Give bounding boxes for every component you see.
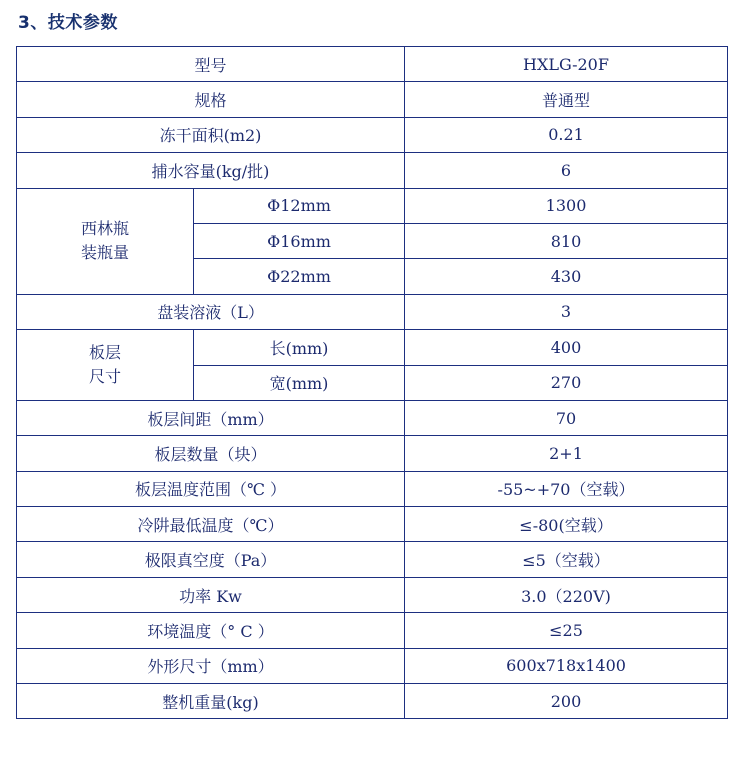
row-value: 70 <box>405 400 728 435</box>
spec-table <box>16 46 728 719</box>
row-value: ≤25 <box>405 613 728 648</box>
table-row <box>17 613 728 648</box>
row-label: 板层温度范围（℃ ） <box>17 471 405 506</box>
table-row <box>17 577 728 612</box>
row-label: 外形尺寸（mm） <box>17 648 405 683</box>
table-row <box>17 542 728 577</box>
row-label: 规格 <box>17 82 405 117</box>
table-row <box>17 436 728 471</box>
row-label: 板层数量（块） <box>17 436 405 471</box>
row-value: 200 <box>405 684 728 719</box>
table-row <box>17 471 728 506</box>
group-label-line: 装瓶量 <box>80 243 129 263</box>
sub-label: 长(mm) <box>194 330 405 365</box>
sub-label: Φ22mm <box>194 259 405 294</box>
group-label-shelf <box>17 330 194 401</box>
row-value: 6 <box>405 153 728 188</box>
row-label: 环境温度（° C ） <box>17 613 405 648</box>
table-row <box>17 153 728 188</box>
table-row <box>17 684 728 719</box>
table-row <box>17 507 728 542</box>
row-value: 810 <box>405 223 728 258</box>
group-label-line: 尺寸 <box>88 367 121 387</box>
row-label: 型号 <box>17 47 405 82</box>
row-value: 270 <box>405 365 728 400</box>
table-row <box>17 400 728 435</box>
group-label-line: 西林瓶 <box>80 219 129 239</box>
table-row <box>17 648 728 683</box>
row-value: 2+1 <box>405 436 728 471</box>
row-label: 冻干面积(m2) <box>17 117 405 152</box>
row-value: 430 <box>405 259 728 294</box>
table-row <box>17 47 728 82</box>
group-label-line: 板层 <box>88 343 121 363</box>
sub-label: Φ12mm <box>194 188 405 223</box>
table-row <box>17 82 728 117</box>
row-label: 功率 Kw <box>17 577 405 612</box>
row-label: 冷阱最低温度（℃） <box>17 507 405 542</box>
row-value: 普通型 <box>405 82 728 117</box>
sub-label: Φ16mm <box>194 223 405 258</box>
table-row <box>17 188 728 223</box>
row-value: HXLG-20F <box>405 47 728 82</box>
sub-label: 宽(mm) <box>194 365 405 400</box>
row-label: 板层间距（mm） <box>17 400 405 435</box>
row-value: 3.0（220V) <box>405 577 728 612</box>
table-row <box>17 117 728 152</box>
row-label: 整机重量(kg) <box>17 684 405 719</box>
row-value: 1300 <box>405 188 728 223</box>
row-value: ≤5（空载） <box>405 542 728 577</box>
row-label: 捕水容量(kg/批) <box>17 153 405 188</box>
row-value: 400 <box>405 330 728 365</box>
row-value: ≤-80(空载） <box>405 507 728 542</box>
row-value: 3 <box>405 294 728 329</box>
section-heading: 3、技术参数 <box>18 13 118 33</box>
row-label: 盘装溶液（L） <box>17 294 405 329</box>
row-label: 极限真空度（Pa） <box>17 542 405 577</box>
row-value: 600x718x1400 <box>405 648 728 683</box>
row-value: -55~+70（空载） <box>405 471 728 506</box>
group-label-vial <box>17 188 194 294</box>
row-value: 0.21 <box>405 117 728 152</box>
table-row <box>17 330 728 365</box>
table-row <box>17 294 728 329</box>
